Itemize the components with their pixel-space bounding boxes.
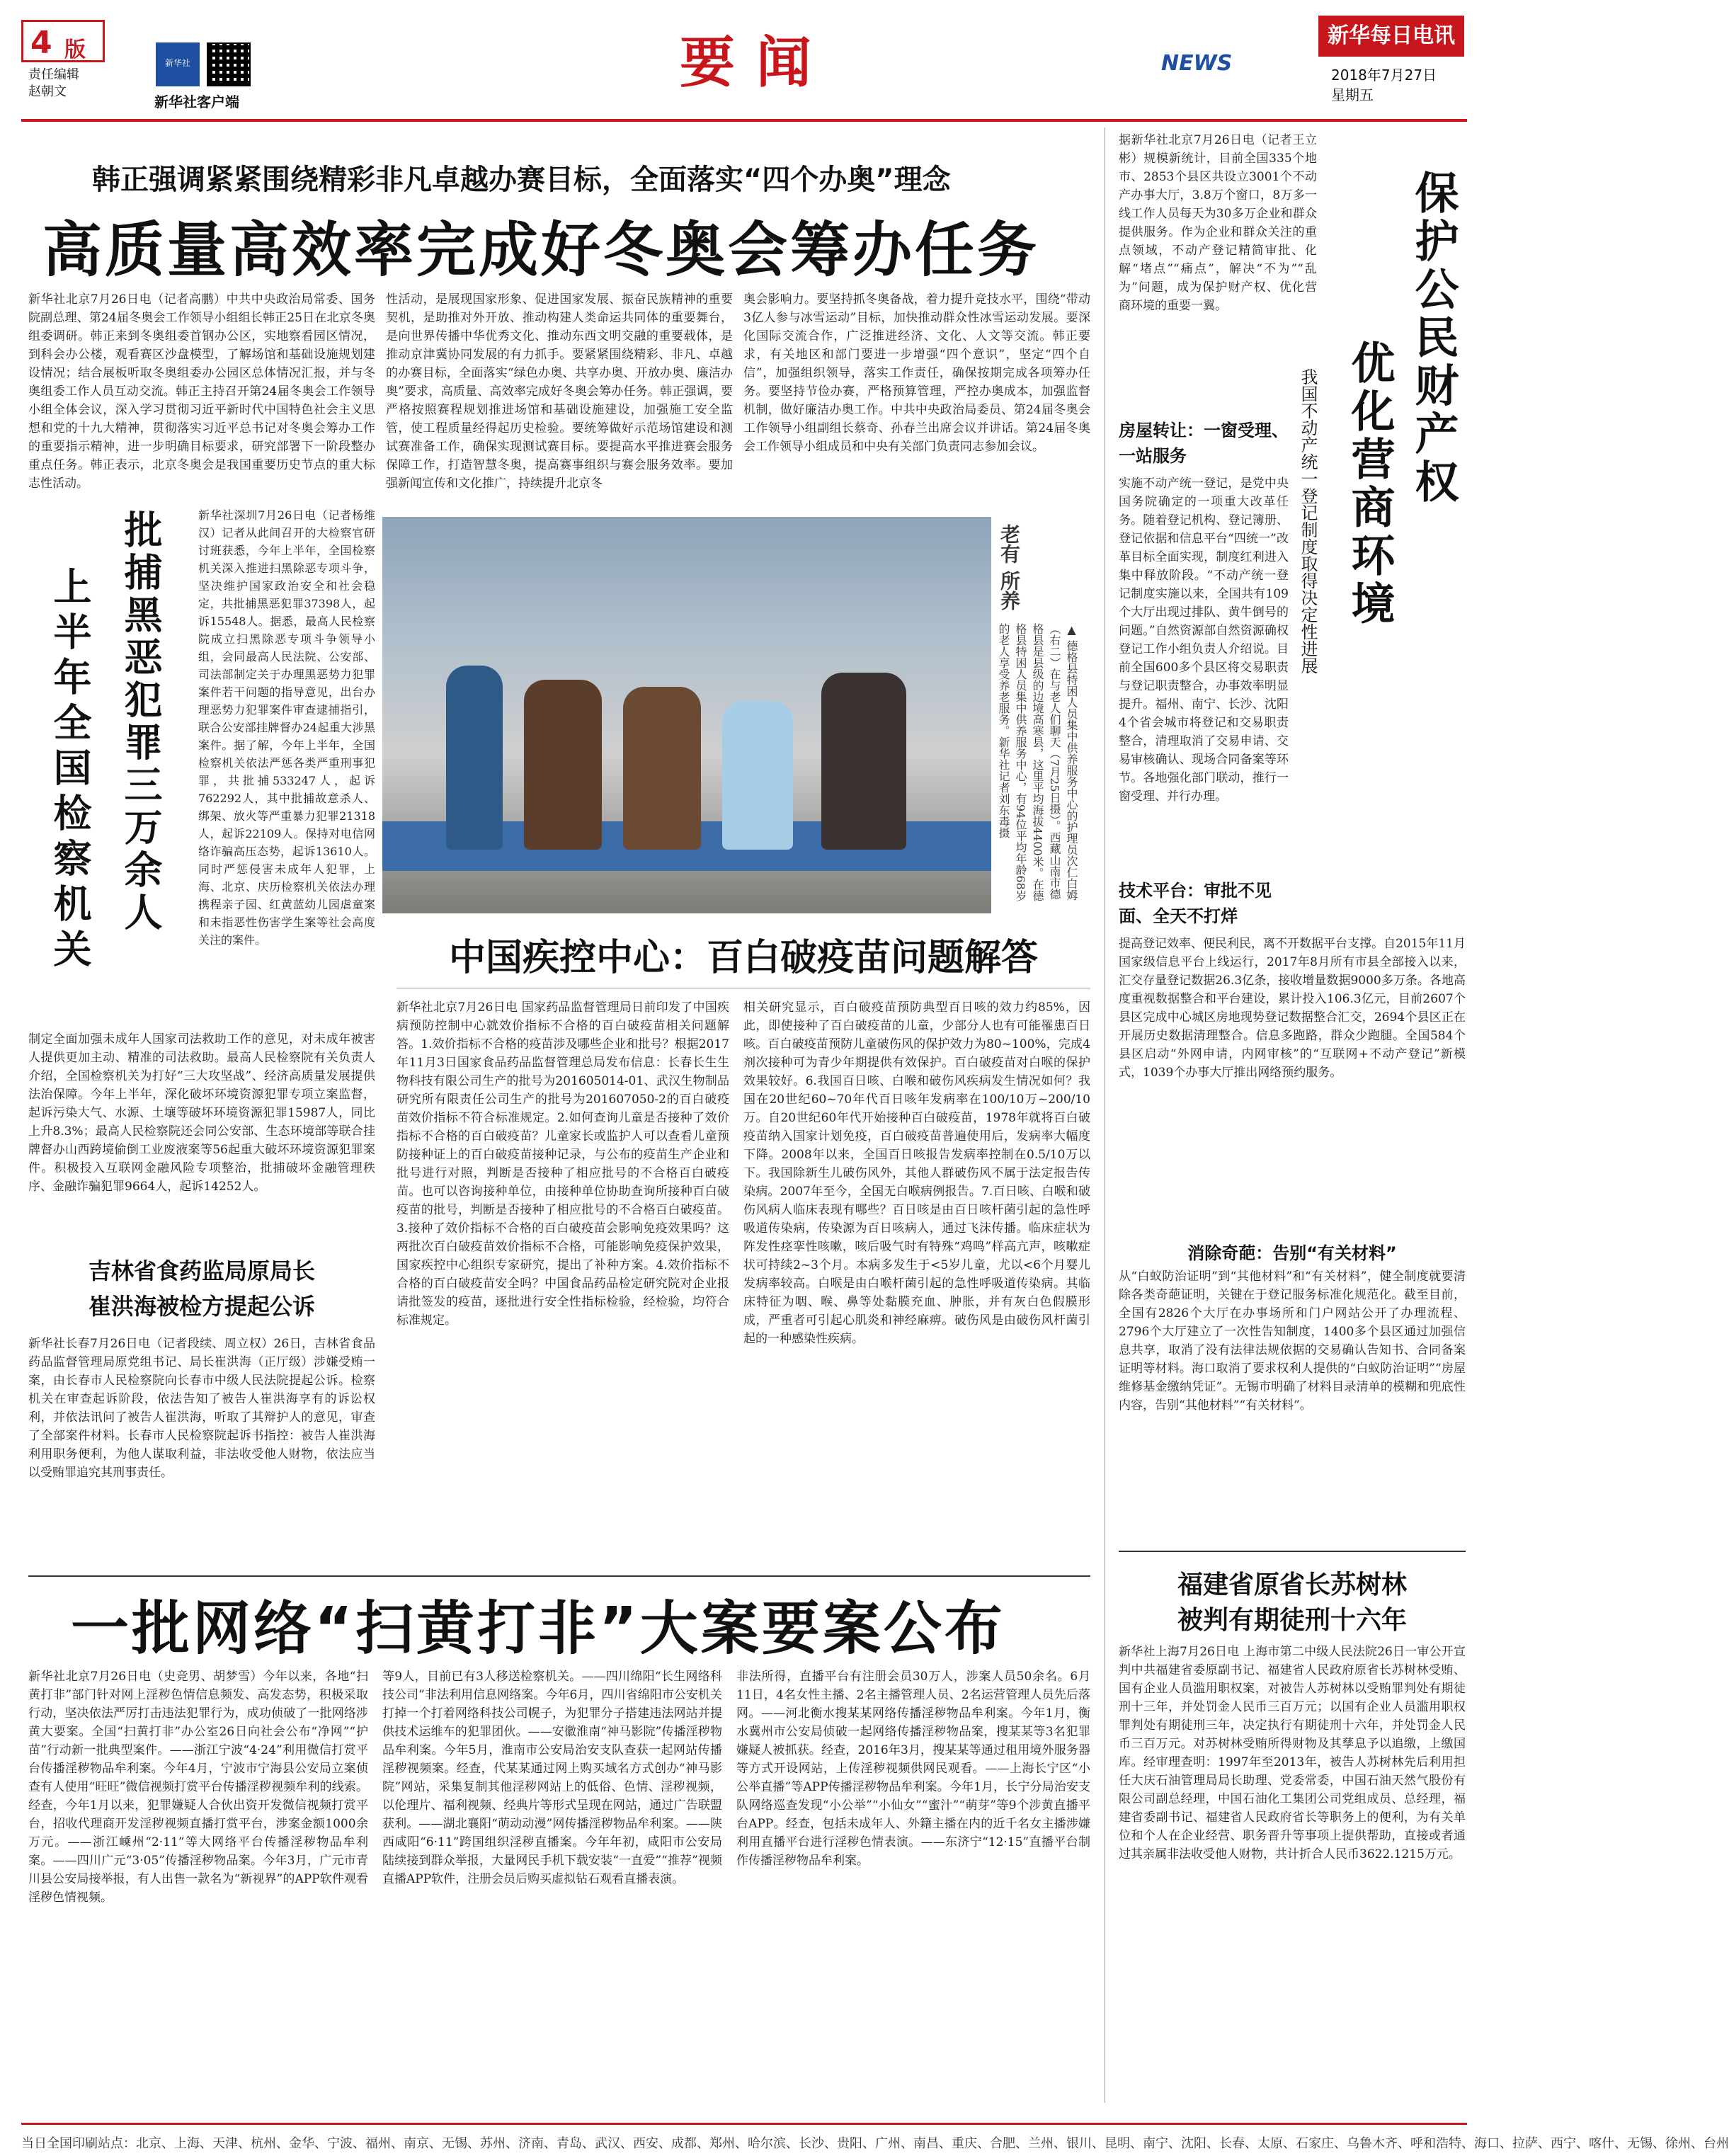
property-sec3-head: 消除奇葩：告别“有关材料” xyxy=(1187,1243,1397,1263)
qr-code-icon xyxy=(207,42,251,86)
page-number: 4 xyxy=(30,25,52,61)
antiporn-body-col3: 非法所得，直播平台有注册会员30万人，涉案人员50余名。6月11日，4名女性主播、2名主播管理人员、2名运营管理人员先后落网。——河北衡水搜某某网络传播淫秽物品牟利案。今年1月，衡水冀州市公安局侦破一起网络传播淫秽物品案，搜某某等3名犯罪嫌疑人被抓获。经查，2016年3月，搜某某等通过租用境外服务器等方式开设网站，上传淫秽视频供网民观看。——上海长宁区“小公举直播”等APP传播淫秽物品牟利案。今年1月，长宁分局治安支队网络巡查发现“小公举”“小仙女”“蜜汁”“萌芽”等9个涉黄直播平台APP。经查，包括未成年人、外籍主播在内的近千名女主播涉嫌利用直播平台进行淫秽色情表演。——东济宁“12·15”直播平台制作传播淫秽物品牟利案。 xyxy=(736,1670,1090,1868)
editor-label: 责任编辑 xyxy=(28,67,79,82)
paper-name: 新华每日电讯 xyxy=(1318,16,1464,57)
editor-name: 赵朝文 xyxy=(28,84,67,99)
vaccine-body-col1: 新华社北京7月26日电 国家药品监督管理局日前印发了中国疾病预防控制中心就效价指标不合格的百白破疫苗相关问题解答。1.效价指标不合格的疫苗涉及哪些企业和批号？根据2017年11月3日国家食品药品监督管理总局发布信息：长春长生生物科技有限公司生产的批号为201605014-01、武汉生物制品研究所有限责任公司生产的批号为201607050-2的百白破疫苗效价指标不符合标准规定。2.如何查询儿童是否接种了效价指标不合格的百白破疫苗？儿童家长或监护人可以查看儿童预防接种证上的百白破疫苗接种记录，与公布的疫苗生产企业和批号进行对照，判断是否接种了相应批号的不合格百白破疫苗。也可以咨询接种单位，由接种单位协助查询所接种百白破疫苗的批号，判断是否接种了相应批号的不合格百白破疫苗。3.接种了效价指标不合格的百白破疫苗会影响免疫效果吗？这两批次百白破疫苗效价指标不合格，可能影响免疫保护效果，国家疾控中心组织专家研究，提出了补种方案。4.效价指标不合格的百白破疫苗安全吗？中国食品药品检定研究院对企业报请批签发的疫苗，逐批进行安全性指标检验，经检验，均符合标准规定。 xyxy=(396,1000,729,1328)
jilin-body: 新华社长春7月26日电（记者段续、周立权）26日，吉林省食品药品监督管理局原党组书记、局长崔洪海（正厅级）涉嫌受贿一案，由长春市人民检察院向长春市中级人民法院提起公诉。检察机关在审查起诉阶段，依法告知了被告人崔洪海享有的诉讼权利，并依法讯问了被告人崔洪海，听取了其辩护人的意见，审查了全部案件材料。长春市人民检察院起诉书指控：被告人崔洪海利用职务便利，为他人谋取利益，非法收受他人财物，依法应当以受贿罪追究其刑事责任。 xyxy=(28,1337,375,1480)
fujian-headline2: 被判有期徒刑十六年 xyxy=(1177,1606,1407,1635)
lead-kicker: 韩正强调紧紧围绕精彩非凡卓越办赛目标，全面落实“四个办奥”理念 xyxy=(92,164,951,196)
property-subhead: 我国不动产统一登记制度取得决定性进展 xyxy=(1298,368,1318,674)
property-intro: 据新华社北京7月26日电（记者王立彬）规模新统计，目前全国335个地市、2853个县区共设立3001个不动产办事大厅，3.8万个窗口，8万多一线工作人员每天为30多万企业和群众提供服务。作为企业和群众关注的重点领域，不动产登记精简审批、化解“堵点”“痛点”，解决“不为”“乱为”问题，成为保护财产权、优化营商环境的重要一翼。 xyxy=(1119,133,1317,313)
fujian-headline1: 福建省原省长苏树林 xyxy=(1177,1570,1407,1599)
jilin-headline1: 吉林省食药监局原局长 xyxy=(88,1257,315,1284)
lead-body-col1: 新华社北京7月26日电（记者高鹏）中共中央政治局常委、国务院副总理、第24届冬奥会工作领导小组组长韩正25日在北京冬奥组委调研。韩正来到冬奥组委首钢办公区，实地察看园区情况，到科会办公楼，观看赛区沙盘模型，了解场馆和基础设施规划建设情况；结合展板听取冬奥组委办公园区总体情况汇报，并与冬奥组委工作人员互动交流。韩正主持召开第24届冬奥会工作领导小组全体会议，深入学习贯彻习近平新时代中国特色社会主义思想和党的十九大精神，贯彻落实习近平总书记对冬奥会筹办工作的重要指示精神，进一步明确目标要求，研究部署下一阶段整办重点任务。韩正表示，北京冬奥会是我国重要历史节点的重大标志性活动。 xyxy=(28,292,375,491)
photo-caption: ▲ 德格县特困人员集中供养服务中心的护理员次仁白姆（右二）在与老人们聊天（7月25日摄）。西藏山南市德格县是县级的边境高寒县，这里平均海拔4400米。在德格县特困人员集中供养服务中心，有94位平均年龄68岁的老人享受养老服务。新华社记者刘东毒摄 xyxy=(997,623,1078,901)
fujian-body: 新华社上海7月26日电 上海市第二中级人民法院26日一审公开宣判中共福建省委原副书记、福建省人民政府原省长苏树林受贿、国有企业人员滥用职权案，对被告人苏树林以受贿罪判处有期徒刑十三年，并处罚金人民币三百万元；以国有企业人员滥用职权罪判处有期徒刑三年，决定执行有期徒刑十六年，并处罚金人民币三百万元。对苏树林受贿所得财物及其孳息予以追缴，上缴国库。经审理查明：1997年至2013年，被告人苏树林先后利用担任大庆石油管理局局长助理、党委常委，中国石油天然气股份有限公司副总经理，中国石油化工集团公司党组成员、总经理，福建省委副书记、福建省人民政府省长等职务上的便利，为有关单位和个人在企业经营、职务晋升等事项上提供帮助，直接或者通过其亲属非法收受他人财物，共计折合人民币3622.1215万元。 xyxy=(1119,1645,1466,1861)
procuratorate-body1: 新华社深圳7月26日电（记者杨维汉）记者从此间召开的大检察官研讨班获悉，今年上半年，全国检察机关深入推进扫黑除恶专项斗争，坚决维护国家政治安全和社会稳定，共批捕黑恶犯罪37398人，起诉15548人。据悉，最高人民检察院成立扫黑除恶专项斗争领导小组，会同最高人民法院、公安部、司法部制定关于办理黑恶势力犯罪案件若干问题的指导意见，出台办理恶势力犯罪案件审查逮捕指引，联合公安部挂牌督办24起重大涉黑案件。据了解，今年上半年，全国检察机关依法严惩各类严重刑事犯罪，共批捕533247人，起诉762292人，其中批捕故意杀人、绑架、放火等严重暴力犯罪21318人，起诉22109人。保持对电信网络诈骗高压态势，起诉13610人。同时严惩侵害未成年人犯罪，上海、北京、庆历检察机关依法办理携程亲子园、红黄蓝幼儿园虐童案和未指恶性伤害学生案等社会高度关注的案件。 xyxy=(198,508,375,947)
xinhua-app-logo-icon: 新华社 xyxy=(156,42,200,86)
photo-person xyxy=(524,680,602,850)
date-text: 2018年7月27日 xyxy=(1331,67,1437,84)
lead-body-col3: 奥会影响力。要坚持抓冬奥备战，着力提升竞技水平，围绕“带动3亿人参与冰雪运动”目标，加快推动群众性冰雪运动发展。要深化国际交流合作，广泛推进经济、文化、人文等交流。韩正要求，有关地区和部门要进一步增强“四个意识”，坚定“四个自信”，加强组织领导，落实工作责任，确保按期完成各项筹办任务。要坚持节俭办赛，严格预算管理，严控办奥成本，加强监督机制，做好廉洁办奥工作。中共中央政治局委员、第24届冬奥会工作领导小组副组长蔡奇、孙春兰出席会议并讲话。第24届冬奥会工作领导小组成员和中央有关部门负责同志参加会议。 xyxy=(743,292,1090,454)
weekday-text: 星期五 xyxy=(1331,86,1374,103)
client-label: 新华社客户端 xyxy=(154,93,239,110)
jilin-headline2: 崔洪海被检方提起公诉 xyxy=(88,1293,315,1320)
property-headline1: 保护公民财产权 xyxy=(1408,170,1459,507)
section-rule xyxy=(28,1575,1090,1577)
antiporn-body-col1: 新华社北京7月26日电（史竞男、胡梦雪）今年以来，各地“扫黄打非”部门针对网上淫秽色情信息频发、高发态势，积极采取行动，坚决依法严厉打击违法犯罪行为，成功侦破了一批网络涉黄大要案。全国“扫黄打非”办公室26日向社会公布“净网”“护苗”行动新一批典型案件。——浙江宁波“4·24”利用微信打赏平台传播淫秽物品牟利案。今年4月，宁波市宁海县公安局立案侦查有人使用“旺旺”微信视频打赏平台传播淫秽视频牟利的线索。经查，今年1月以来，犯罪嫌疑人合伙出资开发微信视频打赏平台，招收代理商开发淫秽视频直播打赏平台，涉案金额1000余万元。——浙江嵊州“2·11”等大网络平台传播淫秽物品牟利案。——四川广元“3·05”传播淫秽物品案。今年3月，广元市青川县公安局接举报，有人出售一款名为“新视界”的APP软件观看淫秽色情视频。 xyxy=(28,1670,368,1905)
lead-headline: 高质量高效率完成好冬奥会筹办任务 xyxy=(42,215,1040,285)
photo-title xyxy=(995,524,1023,610)
procuratorate-body2: 制定全面加强未成年人国家司法救助工作的意见，对未成年被害人提供更加主动、精准的司法救助。最高人民检察院有关负责人介绍，全国检察机关为打好“三大攻坚战”、经济高质量发展提供法治保障。今年上半年，深化破坏环境资源犯罪专项立案监督，起诉污染大气、水源、土壤等破坏环境资源犯罪15987人，同比上升8.3%；最高人民检察院还会同公安部、生态环境部等联合挂牌督办山西跨境偷倒工业废液案等56起重大破坏环境资源犯罪案件。积极投入互联网金融风险专项整治，批捕破坏金融管理秩序、金融诈骗犯罪9664人，起诉14252人。 xyxy=(28,1032,375,1194)
elderly-care-photo xyxy=(382,517,991,913)
lead-body-col2: 性活动，是展现国家形象、促进国家发展、振奋民族精神的重要契机，是助推对外开放、推动构建人类命运共同体的重要舞台，是向世界传播中华优秀文化、推动东西文明交融的重要载体，是推动京津冀协同发展的有力抓手。要紧紧围绕精彩、非凡、卓越的办赛目标，全面落实“绿色办奥、共享办奥、开放办奥、廉洁办奥”要求，高质量、高效率完成好冬奥会筹办任务。韩正强调，要严格按照赛程规划推进场馆和基础设施建设，加强施工安全监管，使工程质量经得起历史检验。要统筹做好示范场馆建设和测试赛准备工作，确保实现测试赛目标。要提高水平推进赛会服务保障工作，打造智慧冬奥，提高赛事组织与赛会服务效率。要加强新闻宣传和文化推广，持续提升北京冬 xyxy=(386,292,733,491)
property-sec1-head: 房屋转让：一窗受理、一站服务 xyxy=(1119,421,1289,466)
page-number-box xyxy=(21,20,105,62)
antiporn-headline: 一批网络“扫黄打非”大案要案公布 xyxy=(71,1595,1005,1662)
procuratorate-kicker: 上半年全国检察机关 xyxy=(47,566,92,974)
vaccine-body-col2: 相关研究显示，百白破疫苗预防典型百日咳的效力约85%，因此，即使接种了百白破疫苗的儿童，少部分人也有可能罹患百日咳。百白破疫苗预防儿童破伤风的保护效力为80~100%，完成4剂次接种可为青少年期提供有效保护。百白破疫苗对白喉的保护效果较好。6.我国百日咳、白喉和破伤风疾病发生情况如何？我国在20世纪60~70年代百日咳年发病率在100/10万~200/10万。自20世纪60年代开始接种百白破疫苗，1978年就将百白破疫苗纳入国家计划免疫，百白破疫苗普遍使用后，发病率大幅度下降。2008年以来，全国百日咳报告发病率控制在0.5/10万以下。我国除新生儿破伤风外，其他人群破伤风不属于法定报告传染病。2007年至今，全国无白喉病例报告。7.百日咳、白喉和破伤风病人临床表现有哪些？百日咳是由百日咳杆菌引起的急性呼吸道传染病，传染源为百日咳病人，通过飞沫传播。临床症状为阵发性痉挛性咳嗽，咳后吸气时有特殊“鸡鸣”样高亢声，咳嗽症状可持续2~3个月。本病多发生于<5岁儿童，尤以<6个月婴儿发病率较高。白喉是由白喉杆菌引起的急性呼吸道传染病。其临床特征为咽、喉、鼻等处黏膜充血、肿胀，并有灰白色假膜形成，严重者可引起心肌炎和神经麻痹。破伤风是由破伤风杆菌引起的一种感染性疾病。 xyxy=(743,1000,1090,1346)
issue-date xyxy=(1331,65,1437,105)
photo-title-part2: 所养 xyxy=(998,570,1021,610)
property-sec1-body: 实施不动产统一登记，是党中央国务院确定的一项重大改革任务。随着登记机构、登记簿册、登记依据和信息平台“四统一”改革目标全面实现，制度红利进入集中释放阶段。“不动产统一登记制度实施以来，全国共有109个大厅出现过排队、黄牛倒号的问题。”自然资源部自然资源确权登记工作小组负责人介绍说。目前全国600多个县区将交易职责与登记职责整合，办事效率明显提升。福州、南宁、长沙、沈阳4个省会城市将登记和交易职责整合，清理取消了交易申请、交易审核确认、现场合同备案等环节。各地强化部门联动，推行一窗受理、并行办理。 xyxy=(1119,477,1289,804)
antiporn-body-col2: 等9人，目前已有3人移送检察机关。——四川绵阳“长生网络科技公司”非法利用信息网络案。今年6月，四川省绵阳市公安机关打掉一个打着网络科技公司幌子，为犯罪分子搭建违法网站并提供技术运维车的犯罪团伙。——安徽淮南“神马影院”传播淫秽物品牟利案。今年5月，淮南市公安局治安支队查获一起网站传播淫秽视频案。经查，代某某通过网上购买域名方式创办“神马影院”网站，采集复制其他淫秽网站上的低俗、色情、淫秽视频，以伦理片、福利视频、经典片等形式呈现在网站，通过广告联盟获利。——湖北襄阳“萌动动漫”网传播淫秽物品牟利案。——陕西咸阳“6·11”跨国组织淫秽直播案。今年年初，咸阳市公安局陆续接到群众举报，大量网民手机下载安装“一直爱”“推荐”视频直播APP软件，注册会员后购买虚拟钻石观看直播表演。 xyxy=(382,1670,722,1886)
property-sec2-head: 技术平台：审批不见面、全天不打烊 xyxy=(1119,881,1272,926)
photo-person xyxy=(722,701,793,850)
property-headline2: 优化营商环境 xyxy=(1344,340,1396,629)
photo-person xyxy=(623,687,701,850)
photo-title-part1: 老有 xyxy=(998,524,1021,564)
section-rule xyxy=(1119,1551,1466,1552)
page-unit: 版 xyxy=(64,38,86,62)
editor-credit xyxy=(28,67,79,101)
vaccine-headline: 中国疾控中心：百白破疫苗问题解答 xyxy=(448,937,1038,979)
print-sites-footer: 当日全国印刷站点：北京、上海、天津、杭州、金华、宁波、福州、南京、无锡、苏州、济南、青岛、武汉、西安、成都、郑州、哈尔滨、长沙、贵阳、广州、南昌、重庆、合肥、兰州、银川、昆明、南宁、沈阳、长春、太原、石家庄、乌鲁木齐、呼和浩特、海口、拉萨、西宁、喀什、无锡、徐州、台州 xyxy=(21,2123,1467,2152)
property-sec2-body: 提高登记效率、便民利民，离不开数据平台支撑。自2015年11月国家级信息平台上线运行，2017年8月所有市县全部接入以来，汇交存量登记数据26.3亿条，接收增量数据9000多万条。各地高度重视数据整合和平台建设，累计投入106.3亿元，目前2607个县区完成中心城区房地现势登记数据整合汇交，2694个县区正在开展历史数据清理整合。信息多跑路，群众少跑腿。全国584个县区启动“外网申请，内网审核”的“互联网+不动产登记”新模式，1039个办事大厅推出网络预约服务。 xyxy=(1119,937,1466,1080)
photo-person xyxy=(446,666,503,850)
section-title: 要闻 xyxy=(680,30,833,95)
property-sec3-body: 从“白蚁防治证明”到“其他材料”和“有关材料”，健全制度就要清除各类奇葩证明，关键在于登记服务标准化规范化。截至目前，全国有2826个大厅在办事场所和门户网站公开了办理流程、2796个大厅建立了一次性告知制度，1400多个县区通过加强信息共享，取消了没有法律法规依据的交易确认告知书、合同备案证明等材料。海口取消了要求权利人提供的“白蚁防治证明”“房屋维修基金缴纳凭证”。无锡市明确了材料目录清单的模糊和兜底性内容，告别“其他材料”“有关材料”。 xyxy=(1119,1270,1466,1413)
news-logo-icon: NEWS xyxy=(1161,51,1233,76)
top-rule xyxy=(21,119,1467,122)
photo-person xyxy=(821,673,906,850)
procuratorate-headline: 批捕黑恶犯罪三万余人 xyxy=(118,510,163,935)
